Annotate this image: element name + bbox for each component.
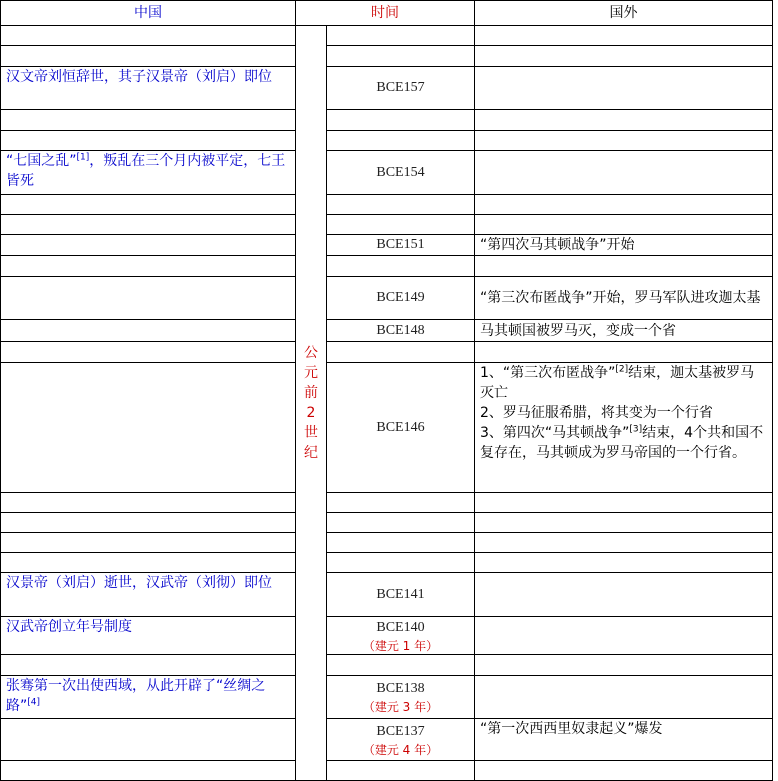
intl-event: “第四次马其顿战争”开始 (475, 235, 773, 256)
table-row (1, 235, 773, 256)
table-row (1, 256, 773, 277)
time-column-header: 时间 (296, 1, 475, 26)
footnote-ref[interactable]: [4] (27, 697, 41, 708)
table-row (1, 573, 773, 617)
china-event: 汉武帝创立年号制度 (1, 617, 296, 655)
table-row (1, 493, 773, 513)
year-label: BCE146 (327, 363, 475, 493)
year-label: BCE157 (327, 67, 475, 110)
footnote-ref[interactable]: [2] (615, 364, 629, 375)
era-year-label: （建元 1 年） (362, 638, 439, 653)
year-label: BCE138 （建元 3 年） (327, 676, 475, 719)
china-event: 汉景帝（刘启）逝世，汉武帝（刘彻）即位 (1, 573, 296, 617)
table-row (1, 655, 773, 676)
table-row (1, 151, 773, 195)
table-row (1, 215, 773, 235)
table-row (1, 513, 773, 533)
table-row (1, 46, 773, 67)
table-row (1, 131, 773, 151)
year-label: BCE148 (327, 320, 475, 342)
china-event: “七国之乱”[1]，叛乱在三个月内被平定，七王皆死 (1, 151, 296, 195)
year-label: BCE151 (327, 235, 475, 256)
intl-event: 马其顿国被罗马灭，变成一个省 (475, 320, 773, 342)
table-row (1, 719, 773, 761)
table-row (1, 320, 773, 342)
table-row (1, 67, 773, 110)
header-row (1, 1, 773, 26)
intl-event: “第一次西西里奴隶起义”爆发 (475, 719, 773, 761)
era-label: 公 元 前 2 世 纪 (296, 26, 327, 781)
intl-event: “第三次布匿战争”开始，罗马军队进攻迦太基 (475, 277, 773, 320)
table-row (1, 617, 773, 655)
era-year-label: （建元 4 年） (362, 742, 439, 757)
china-event: 张骞第一次出使西域，从此开辟了“丝绸之路”[4] (1, 676, 296, 719)
table-row (1, 195, 773, 215)
year-label: BCE137 （建元 4 年） (327, 719, 475, 761)
china-event: 汉文帝刘恒辞世，其子汉景帝（刘启）即位 (1, 67, 296, 110)
table-row (1, 277, 773, 320)
intl-column-header: 国外 (475, 1, 773, 26)
table-row (1, 363, 773, 493)
intl-event: 1、“第三次布匿战争”[2]结束，迦太基被罗马灭亡 2、罗马征服希腊，将其变为一个行省 3、第四次“马其顿战争”[3]结束，4个共和国不复存在，马其顿成为罗马帝国的一个行省。 (475, 363, 773, 493)
year-label: BCE140 （建元 1 年） (327, 617, 475, 655)
year-label: BCE154 (327, 151, 475, 195)
table-row (1, 110, 773, 131)
table-row (1, 342, 773, 363)
table-row (1, 761, 773, 781)
footnote-ref[interactable]: [1] (76, 152, 90, 163)
year-label: BCE141 (327, 573, 475, 617)
year-label: BCE149 (327, 277, 475, 320)
china-column-header: 中国 (1, 1, 296, 26)
footnote-ref[interactable]: [3] (629, 424, 643, 435)
table-row (1, 533, 773, 553)
table-row (1, 676, 773, 719)
era-year-label: （建元 3 年） (362, 700, 439, 714)
table-row (1, 26, 773, 46)
table-row (1, 553, 773, 573)
